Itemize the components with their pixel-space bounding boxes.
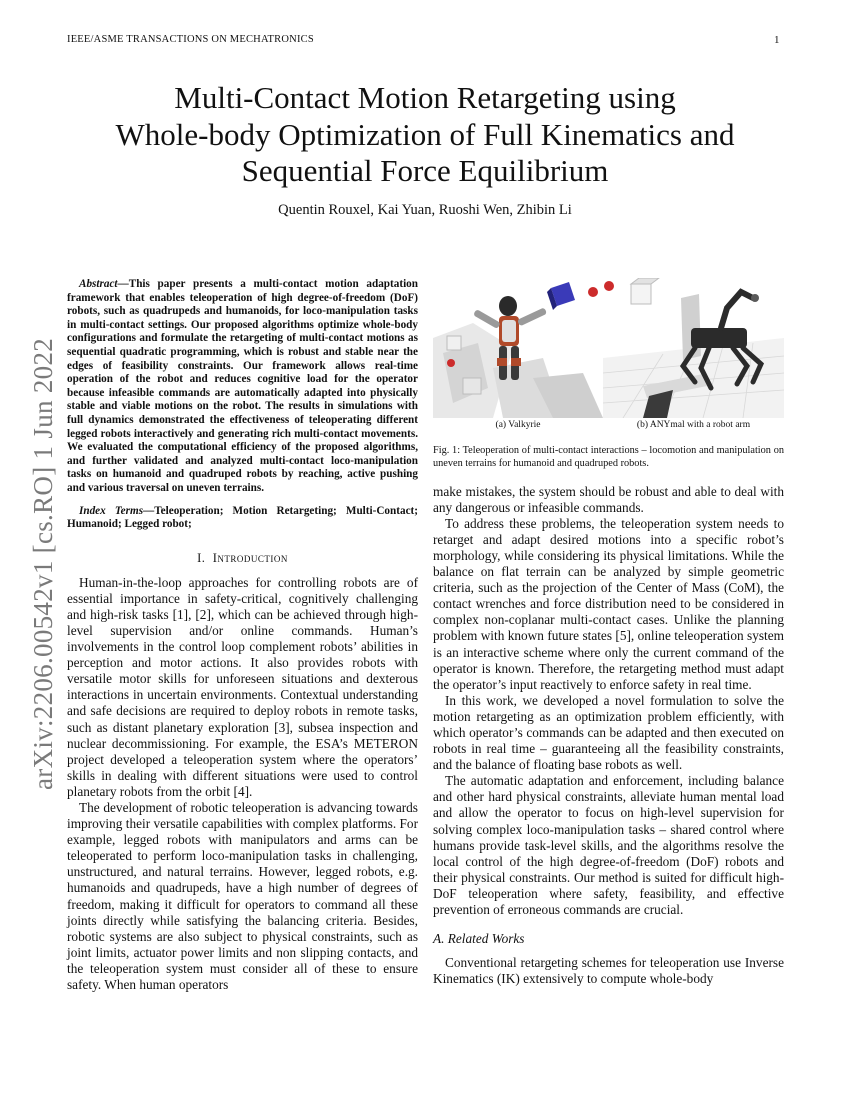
paragraph: The development of robotic teleoperation is advancing towards improving their versatile capabilities with complex platforms. For example, legged robots with manipulators and arms can be teleoperated to perform loco-manipulation tasks in challenging, unstructured, and natural terrains. However, legged robots, e.g. humanoids and quadrupeds, have a high number of degrees of freedom, making it difficult for operators to command all these joints directly while satisfying the balancing criteria. Besides, robotic systems are also subject to physical constraints, such as joint limits, actuator power limits and non slipping contacts, and the teleoperation system must consider all of these to ensure safety. When human operators — [67, 800, 418, 993]
title-line: Sequential Force Equilibrium — [241, 153, 609, 188]
right-column — [433, 278, 784, 987]
abstract-label: Abstract — [79, 278, 118, 290]
paragraph: In this work, we developed a novel formulation to solve the motion retargeting as an optimization problem efficiently, with which operator’s commands can be adapted and then executed on robots in real time – guaranteeing all the feasibility constraints, and the balance of floating base robots as well. — [433, 692, 784, 773]
subsection-label: A. — [433, 931, 445, 947]
abstract-text: —This paper presents a multi-contact motion adaptation framework that enables teleoperation of high degree-of-freedom (DoF) robots, such as quadrupeds and humanoids, for loco-manipulation tasks in multi-contact settings. Our proposed algorithms optimize whole-body configurations and formulate the retargeting of multi-contact motions as sequential quadratic programming, which is robust and stable near the edges of feasibility constraints. Our framework allows real-time operation of the robot and reduces cognitive load for the operator because infeasible commands are automatically adapted into physically stable and viable motions on the robot. The results in simulations with full dynamics demonstrated the effectiveness of teleoperating different legged robots interactively and generating rich multi-contact movements. We evaluated the computational efficiency of the proposed algorithms, and further validated and analyzed multi-contact loco-manipulation tasks on humanoid and quadruped robots by reaching, active pushing and various traversal on uneven terrains. — [67, 278, 418, 494]
section-title: Introduction — [212, 550, 288, 565]
running-header: IEEE/ASME TRANSACTIONS ON MECHATRONICS — [67, 34, 314, 45]
arxiv-stamp: arXiv:2206.00542v1 [cs.RO] 1 Jun 2022 — [28, 337, 58, 790]
section-heading-introduction — [67, 551, 418, 566]
anymal-image — [603, 278, 784, 418]
paper-title — [60, 80, 790, 190]
paragraph-continued: make mistakes, the system should be robust and able to deal with any dangerous or infeasible commands. — [433, 483, 784, 515]
page-number: 1 — [774, 34, 780, 46]
index-terms — [67, 505, 418, 532]
paragraph: The automatic adaptation and enforcement, including balance and other hard physical constraints, alleviate human mental load and allow the operator to focus on high-level supervision for solving complex loco-manipulation tasks – shared control where humans provide task-level skills, and the algorithms resolve the local control of the high degree-of-freedom (DoF) robots and their physical constraints. Our method is suited for difficult high-DoF teleoperation where safety, feasibility, and effective prevention of erroneous commands are crucial. — [433, 773, 784, 918]
figure-1 — [433, 278, 784, 418]
left-column — [67, 278, 418, 993]
subsection-heading-related-works — [433, 931, 784, 947]
title-line: Multi-Contact Motion Retargeting using — [174, 80, 676, 115]
figure-caption: Fig. 1: Teleoperation of multi-contact interactions – locomotion and manipulation on uneven terrains for humanoid and quadruped robots. — [433, 445, 784, 469]
title-line: Whole-body Optimization of Full Kinematics and — [115, 116, 735, 152]
abstract — [67, 278, 418, 496]
figure-subcaptions — [433, 420, 784, 430]
index-terms-text: —Teleoperation; Motion Retargeting; Multi-Contact; Humanoid; Legged robot; — [67, 504, 418, 531]
subcaption-a: (a) Valkyrie — [495, 420, 541, 430]
index-terms-label: Index Terms — [79, 504, 144, 517]
paragraph: Conventional retargeting schemes for teleoperation use Inverse Kinematics (IK) extensively to compute whole-body — [433, 955, 784, 987]
valkyrie-image — [433, 278, 603, 418]
subcaption-b: (b) ANYmal with a robot arm — [636, 420, 751, 430]
section-number: I. — [197, 550, 206, 565]
paragraph: Human-in-the-loop approaches for controlling robots are of essential importance in safety-critical, cognitively challenging and high-risk tasks [1], [2], which can be achieved through high-level supervision and/or online commands. Human’s involvements in the control loop complement robots’ abilities in perception and motor actions. It also provides robots with versatile motor skills for unforeseen situations and dexterous interactions in uncertain environments. Contextual understanding and safe decisions are required to deploy robots in remote tasks, such as distant planetary exploration [3], subsea inspection and nuclear decommissioning. For example, the ESA’s METERON project developed a teleoperation system where the operators’ skills in dealing with different situations were used to control planetary robots from the orbit [4]. — [67, 574, 418, 799]
author-list: Quentin Rouxel, Kai Yuan, Ruoshi Wen, Zhibin Li — [278, 202, 572, 218]
subsection-title: Related Works — [447, 931, 525, 947]
paragraph: To address these problems, the teleoperation system needs to retarget and adapt desired motions into a specific robot’s morphology, while considering its physical limitations. While the balance on flat terrain can be analyzed by simple geometric criteria, such as the projection of the Center of Mass (CoM), the contact wrenches and force distribution need to be considered in complex non-coplanar multi-contact cases. Unlike the planning problem with known future states [5], online teleoperation system is an interactive scheme where only the current command of the operator is known. Therefore, the retargeting method must adapt the operator’s input reactively to enforce safety in real time. — [433, 515, 784, 692]
